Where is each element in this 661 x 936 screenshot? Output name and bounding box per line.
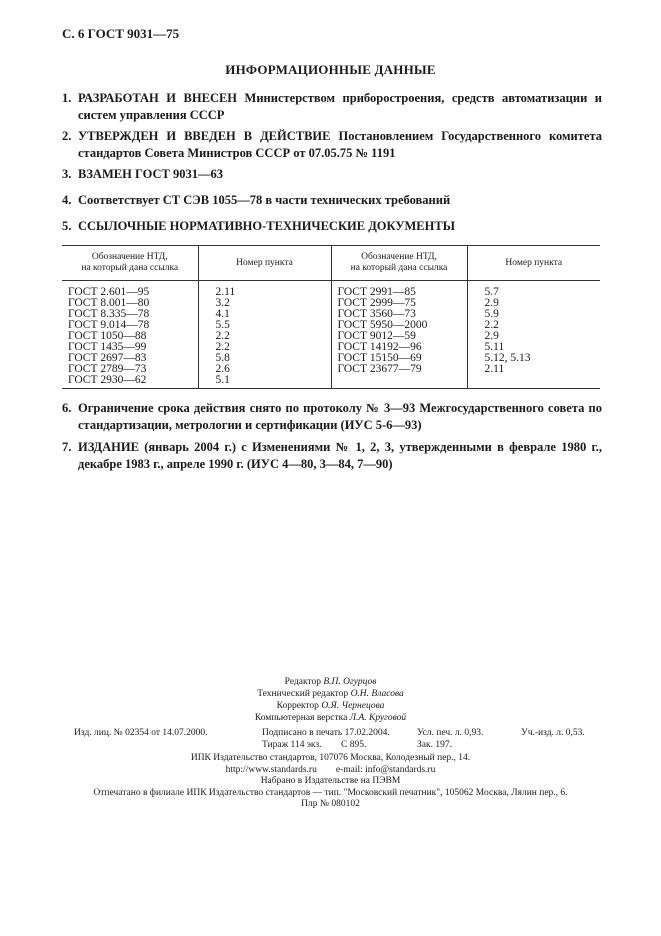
doc-designation: ГОСТ 8.001—80 (68, 297, 150, 309)
doc-designation: ГОСТ 23677—79 (337, 363, 422, 375)
point-number: 2.9 (484, 297, 499, 309)
license-text: Изд. лиц. № 02354 от 14.07.2000. (74, 728, 208, 738)
staff-line-editor (0, 676, 661, 688)
item-text: ИЗДАНИЕ (январь 2004 г.) с Изменениями № 1, 2, 3, утвержденными в феврале 1980 г., декабре 1983 г., апреле 1990 г. (ИУС 4—80, 3—84, 7—90) (78, 440, 602, 471)
staff-name: В.П. Огурцов (323, 677, 377, 687)
point-number: 2.11 (484, 363, 505, 375)
order-c-text: С 895. (341, 740, 367, 750)
doc-designation: ГОСТ 14192—96 (337, 341, 422, 353)
signed-text: Подписано в печать 17.02.2004. (262, 728, 390, 738)
item-number: 2. (62, 129, 72, 143)
doc-column-header (331, 246, 467, 281)
point-column-header: Номер пункта (467, 246, 600, 281)
imprint-line: http://www.standards.ru e-mail: info@standards.ru (225, 764, 436, 775)
info-item-5 (62, 218, 602, 235)
imprint-line: Отпечатано в филиале ИПК Издательство стандартов — тип. "Московский печатник", 105062 Москва, Лялин пер., 6. (93, 787, 568, 798)
doc-designation: ГОСТ 2999—75 (337, 297, 416, 309)
staff-role: Компьютерная верстка (254, 713, 348, 723)
staff-name: О.Я. Чернецова (321, 701, 385, 711)
doc-header-line-1: Обозначение НТД, (91, 252, 168, 262)
doc-designation: ГОСТ 8.335—78 (68, 308, 150, 320)
editorial-staff (0, 676, 661, 724)
point-number: 5.7 (484, 286, 499, 298)
point-number: 2.2 (215, 341, 230, 353)
info-item-2 (62, 128, 602, 162)
page-header: С. 6 ГОСТ 9031—75 (62, 26, 180, 41)
point-number: 5.1 (215, 374, 230, 386)
doc-designation: ГОСТ 2697—83 (68, 352, 147, 364)
point-number: 3.2 (215, 297, 230, 309)
staff-line-tech-editor (0, 688, 661, 700)
item-number: 4. (62, 193, 72, 207)
info-item-1 (62, 90, 602, 124)
references-table (62, 245, 600, 389)
order-text: Зак. 197. (417, 740, 452, 750)
doc-header-line-2: на который дана ссылка (350, 263, 448, 273)
item-text: ВЗАМЕН ГОСТ 9031—63 (78, 167, 223, 181)
staff-role: Редактор (284, 677, 321, 687)
run-text: Тираж 114 экз. (262, 740, 322, 750)
doc-designation: ГОСТ 3560—73 (337, 308, 416, 320)
info-item-3 (62, 166, 602, 183)
doc-designation: ГОСТ 5950—2000 (337, 319, 428, 331)
signed-date (262, 727, 390, 751)
imprint-line: ИПК Издательство стандартов, 107076 Москва, Колодезный пер., 14. (190, 753, 471, 763)
imprint-line: Набрано в Издательстве на ПЭВМ (260, 776, 401, 786)
item-text: УТВЕРЖДЕН И ВВЕДЕН В ДЕЙСТВИЕ Постановлением Государственного комитета стандартов Совета Министров СССР от 07.05.75 № 1191 (78, 129, 602, 160)
point-number: 2.2 (215, 330, 230, 342)
staff-line-layout (0, 712, 661, 724)
staff-name: Л.А. Круговой (349, 713, 407, 723)
section-title: ИНФОРМАЦИОННЫЕ ДАННЫЕ (225, 62, 436, 77)
point-number: 2.6 (215, 363, 230, 375)
doc-designation: ГОСТ 2.601—95 (68, 286, 150, 298)
point-number: 2.11 (215, 286, 236, 298)
doc-designation: ГОСТ 9012—59 (337, 330, 416, 342)
staff-role: Корректор (276, 701, 319, 711)
point-number: 4.1 (215, 308, 230, 320)
point-number: 5.5 (215, 319, 230, 331)
item-text: Ограничение срока действия снято по протоколу № 3—93 Межгосударственного совета по стандартизации, метрологии и сертификации (ИУС 5-6—93) (78, 401, 602, 432)
item-number: 7. (62, 440, 72, 454)
info-item-6 (62, 400, 602, 434)
staff-line-corrector (0, 700, 661, 712)
point-column-header: Номер пункта (198, 246, 331, 281)
point-number: 2.2 (484, 319, 499, 331)
doc-header-line-1: Обозначение НТД, (361, 252, 437, 262)
right-docs-cell (331, 281, 467, 389)
item-number: 1. (62, 91, 72, 105)
pub-sheets-text: Уч.-изд. л. 0,53. (521, 728, 585, 738)
item-number: 6. (62, 401, 72, 415)
doc-designation: ГОСТ 1050—88 (68, 330, 147, 342)
doc-designation: ГОСТ 9.014—78 (68, 319, 150, 331)
staff-role: Технический редактор (257, 689, 349, 699)
doc-designation: ГОСТ 1435—99 (68, 341, 147, 353)
info-item-4 (62, 192, 602, 209)
table-body-row (62, 281, 600, 389)
doc-designation: ГОСТ 2789—73 (68, 363, 147, 375)
info-item-7 (62, 439, 602, 473)
doc-header-line-2: на который дана ссылка (81, 263, 179, 273)
point-number: 5.8 (215, 352, 230, 364)
item-text: ССЫЛОЧНЫЕ НОРМАТИВНО-ТЕХНИЧЕСКИЕ ДОКУМЕНТЫ (78, 219, 455, 233)
point-number: 2.9 (484, 330, 499, 342)
right-points-cell (467, 281, 600, 389)
left-docs-cell (62, 281, 198, 389)
imprint-line: Плр № 080102 (301, 799, 360, 809)
doc-designation: ГОСТ 2991—85 (337, 286, 416, 298)
doc-designation: ГОСТ 2930—62 (68, 374, 147, 386)
point-number: 5.9 (484, 308, 499, 320)
item-text: Соответствует СТ СЭВ 1055—78 в части технических требований (78, 193, 451, 207)
doc-column-header (62, 246, 198, 281)
point-number: 5.11 (484, 341, 505, 353)
staff-name: О.Н. Власова (350, 689, 404, 699)
left-points-cell (198, 281, 331, 389)
doc-designation: ГОСТ 15150—69 (337, 352, 422, 364)
print-sheets (417, 727, 483, 751)
print-sheets-text: Усл. печ. л. 0,93. (417, 728, 484, 738)
point-number: 5.12, 5.13 (484, 352, 531, 364)
item-number: 3. (62, 167, 72, 181)
item-number: 5. (62, 219, 72, 233)
table-header-row (62, 246, 600, 281)
publisher-imprint (0, 753, 661, 811)
item-text: РАЗРАБОТАН И ВНЕСЕН Министерством приборостроения, средств автоматизации и систем управления СССР (78, 91, 602, 122)
